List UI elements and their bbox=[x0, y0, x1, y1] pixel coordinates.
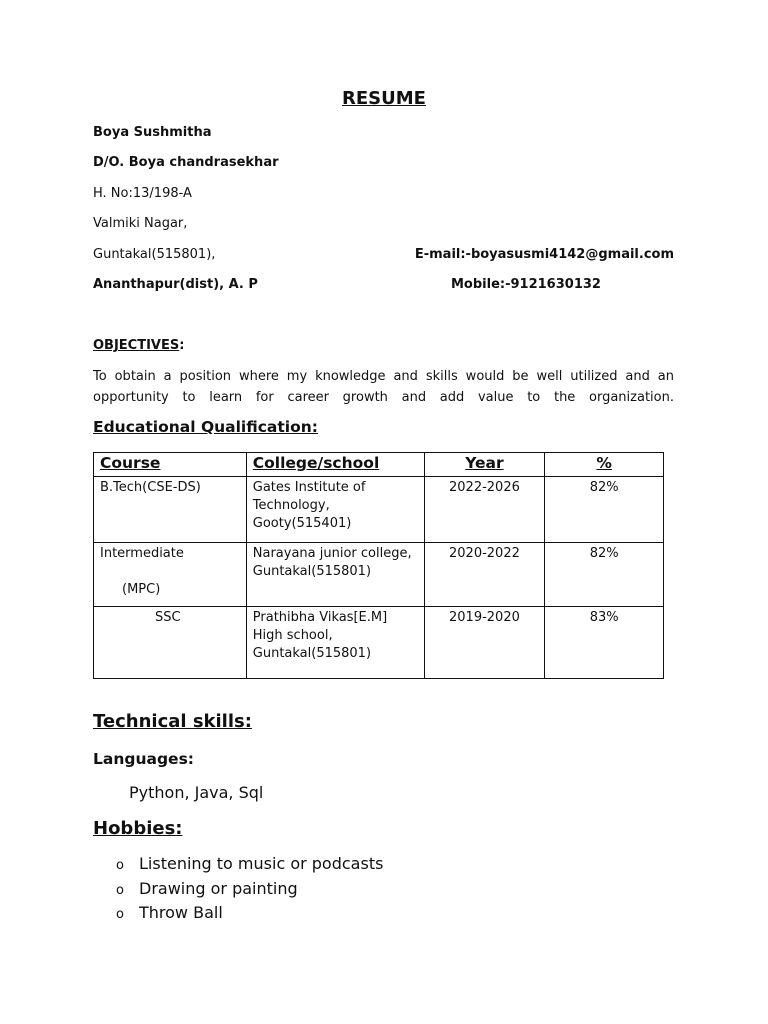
education-heading: Educational Qualification: bbox=[93, 418, 318, 436]
city-address: Guntakal(515801), bbox=[93, 247, 216, 262]
year-cell: 2022-2026 bbox=[424, 477, 545, 543]
technical-skills-heading: Technical skills: bbox=[93, 711, 252, 732]
resume-title: RESUME bbox=[342, 88, 426, 109]
college-cell: Narayana junior college, Guntakal(515801) bbox=[246, 543, 424, 607]
bullet-icon: o bbox=[116, 858, 124, 873]
header-percent: % bbox=[545, 453, 664, 477]
languages-heading: Languages: bbox=[93, 750, 194, 768]
hobby-text: Throw Ball bbox=[139, 903, 223, 922]
header-college: College/school bbox=[246, 453, 424, 477]
table-row bbox=[94, 477, 664, 543]
table-row bbox=[94, 543, 664, 607]
course-name: Intermediate bbox=[100, 546, 184, 561]
bullet-icon: o bbox=[116, 882, 124, 898]
percent-cell: 83% bbox=[545, 607, 664, 679]
house-number: H. No:13/198-A bbox=[93, 186, 192, 201]
year-cell: 2020-2022 bbox=[424, 543, 545, 607]
table-row bbox=[94, 607, 664, 679]
percent-cell: 82% bbox=[545, 477, 664, 543]
email-address: E-mail:-boyasusmi4142@gmail.com bbox=[414, 247, 674, 262]
course-cell: B.Tech(CSE-DS) bbox=[94, 477, 247, 543]
hobby-text: Listening to music or podcasts bbox=[139, 854, 384, 873]
percent-cell: 82% bbox=[545, 543, 664, 607]
list-item bbox=[116, 853, 383, 878]
list-item bbox=[116, 902, 383, 927]
education-header-row bbox=[94, 453, 664, 477]
objectives-colon: : bbox=[179, 338, 185, 353]
hobby-text: Drawing or painting bbox=[139, 878, 298, 898]
parent-name: D/O. Boya chandrasekhar bbox=[93, 155, 279, 170]
college-cell: Prathibha Vikas[E.M] High school, Guntakal(515801) bbox=[246, 607, 424, 679]
mobile-number: Mobile:-9121630132 bbox=[451, 277, 601, 292]
languages-list: Python, Java, Sql bbox=[129, 783, 264, 802]
header-course: Course bbox=[94, 453, 247, 477]
year-cell: 2019-2020 bbox=[424, 607, 545, 679]
objectives-text: To obtain a position where my knowledge and skills would be well utilized and an opportunity to learn for career growth and add value to the organization. bbox=[93, 369, 674, 405]
candidate-name: Boya Sushmitha bbox=[93, 125, 212, 140]
hobbies-heading: Hobbies: bbox=[93, 818, 183, 839]
objectives-heading-text: OBJECTIVES bbox=[93, 338, 180, 353]
district-address: Ananthapur(dist), A. P bbox=[93, 277, 258, 292]
education-table bbox=[93, 452, 664, 679]
objectives-heading bbox=[93, 338, 184, 353]
hobbies-list bbox=[116, 853, 383, 927]
list-item bbox=[116, 878, 383, 903]
bullet-icon: o bbox=[116, 907, 124, 922]
course-stream: (MPC) bbox=[122, 582, 161, 597]
course-cell: SSC bbox=[94, 607, 247, 679]
course-cell bbox=[94, 543, 247, 607]
header-year: Year bbox=[424, 453, 545, 477]
college-cell: Gates Institute of Technology, Gooty(515401) bbox=[246, 477, 424, 543]
street-address: Valmiki Nagar, bbox=[93, 216, 188, 231]
